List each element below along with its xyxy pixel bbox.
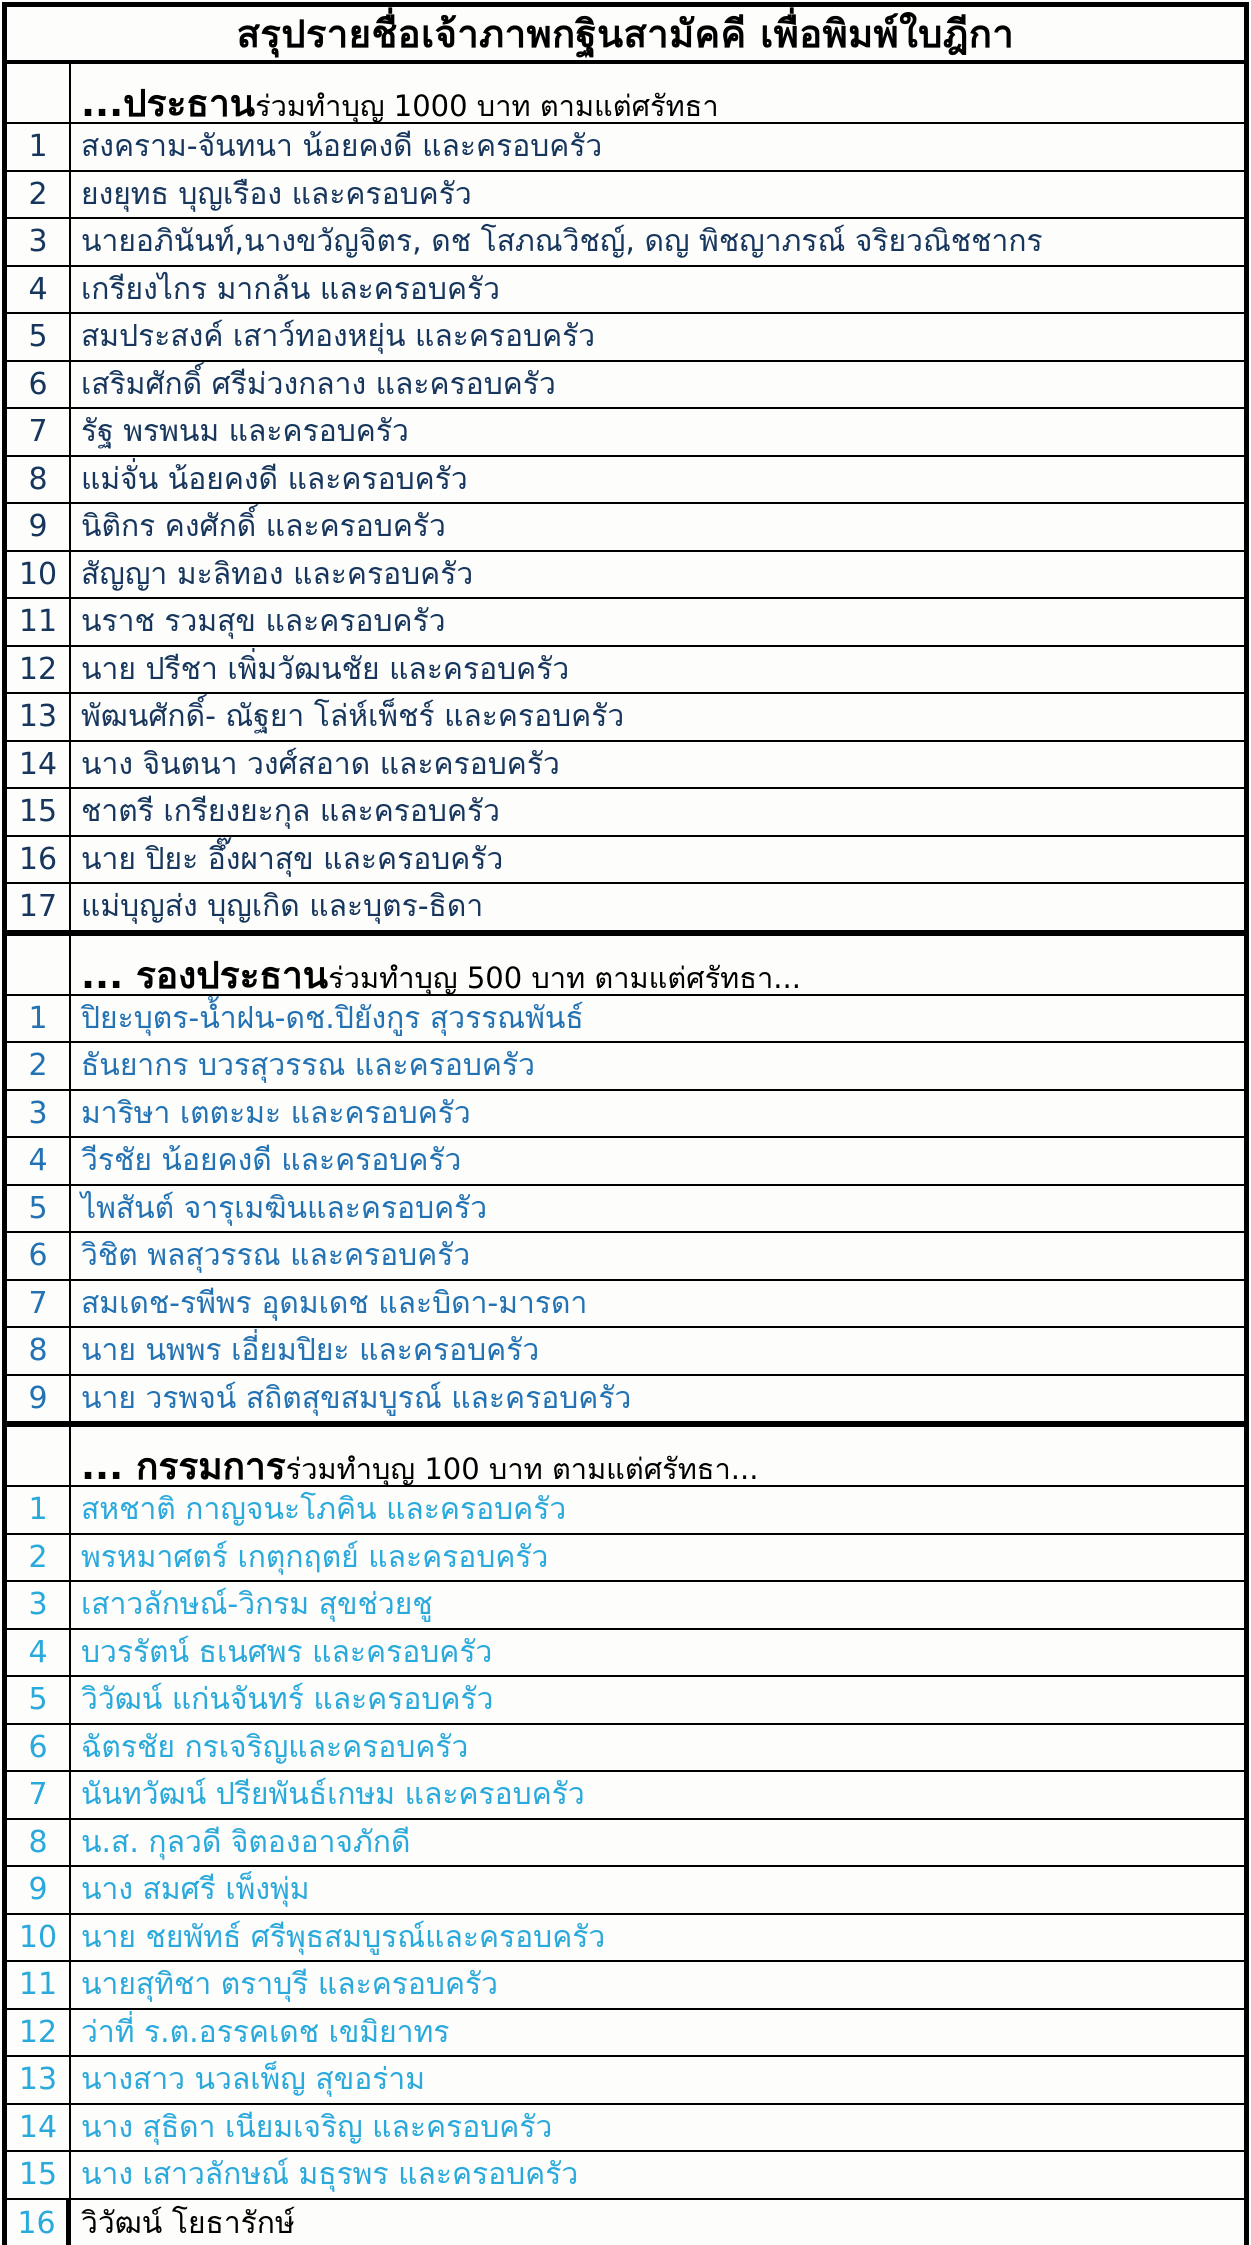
table-row [7,457,1244,505]
row-number: 6 [7,1233,71,1279]
row-number: 9 [7,504,71,550]
donor-name: สมเดช-รพีพร อุดมเดช และบิดา-มารดา [81,1285,588,1321]
donor-name: เสาวลักษณ์-วิกรม สุขช่วยชู [81,1587,433,1623]
donor-name: นราช รวมสุข และครอบครัว [81,604,446,640]
table-row [7,362,1244,410]
table-row [7,837,1244,885]
table-row [7,2152,1244,2200]
table-row [7,504,1244,552]
row-number: 15 [7,789,71,835]
table-row [7,409,1244,457]
donor-name: ธันยากร บวรสุวรรณ และครอบครัว [81,1048,535,1084]
row-number: 8 [7,457,71,503]
table-row [7,1091,1244,1139]
row-number: 6 [7,1725,71,1771]
donor-name: แม่จั่น น้อยคงดี และครอบครัว [81,461,468,497]
donor-name: สหชาติ กาญจนะโภคิน และครอบครัว [81,1492,567,1528]
row-number: 16 [7,2200,71,2245]
row-number: 9 [7,1867,71,1913]
donor-name: พรหมาศตร์ เกตุกฤตย์ และครอบครัว [81,1539,549,1575]
donor-name: ปิยะบุตร-น้ำฝน-ดช.ปิยังกูร สุวรรณพันธ์ [81,1000,584,1036]
table-row [7,1138,1244,1186]
row-number: 4 [7,1138,71,1184]
row-number: 10 [7,552,71,598]
donor-name: นางสาว นวลเพ็ญ สุขอร่าม [81,2062,425,2098]
section-title: ... รองประธาน [81,953,329,994]
row-number: 1 [7,1487,71,1533]
row-number: 2 [7,172,71,218]
row-number: 3 [7,1582,71,1628]
page-title: สรุปรายชื่อเจ้าภาพกฐินสามัคคี เพื่อพิมพ์ใบฎีกา [7,7,1244,64]
donor-name: สัญญา มะลิทอง และครอบครัว [81,556,474,592]
table-row [7,694,1244,742]
donor-name: ยงยุทธ บุญเรือง และครอบครัว [81,176,472,212]
row-number: 6 [7,362,71,408]
table-row [7,599,1244,647]
table-row [7,1376,1244,1424]
table-row [7,1233,1244,1281]
section-header [7,64,1244,124]
table-row [7,1867,1244,1915]
donor-name: นาง จินตนา วงศ์สอาด และครอบครัว [81,746,560,782]
table-row [7,742,1244,790]
section-header-text [71,1427,1244,1485]
table-row [7,647,1244,695]
table-row [7,1328,1244,1376]
section-subtitle: ร่วมทำบุญ 100 บาท ตามแต่ศรัทธา... [285,1452,759,1485]
table-row [7,1772,1244,1820]
header-number-cell [7,1427,71,1485]
donor-name: พัฒนศักดิ์- ณัฐยา โล่ห์เพ็ชร์ และครอบครัว [81,699,625,735]
row-number: 11 [7,1962,71,2008]
donor-name: เสริมศักดิ์ ศรีม่วงกลาง และครอบครัว [81,366,556,402]
donor-name: นาย ปรีชา เพิ่มวัฒนชัย และครอบครัว [81,651,570,687]
donor-name: วิวัฒน์ โยธารักษ์ [81,2205,295,2241]
row-number: 12 [7,647,71,693]
row-number: 3 [7,219,71,265]
table-row [7,219,1244,267]
donor-name: นิติกร คงศักดิ์ และครอบครัว [81,509,446,545]
row-number: 1 [7,996,71,1042]
row-number: 5 [7,314,71,360]
section-title: ...ประธาน [81,82,256,122]
row-number: 7 [7,409,71,455]
section-header [7,936,1244,996]
section-rows [7,1487,1244,2245]
donor-name: แม่บุญส่ง บุญเกิด และบุตร-ธิดา [81,889,484,925]
table-row [7,1535,1244,1583]
donor-name: ชาตรี เกรียงยะกุล และครอบครัว [81,794,500,830]
row-number: 2 [7,1043,71,1089]
donor-name: น.ส. กุลวดี จิตองอาจภักดี [81,1824,411,1860]
row-number: 17 [7,884,71,930]
row-number: 14 [7,2105,71,2151]
donor-name: สงคราม-จันทนา น้อยคงดี และครอบครัว [81,129,603,165]
row-number: 16 [7,837,71,883]
donor-name: รัฐ พรพนม และครอบครัว [81,414,409,450]
row-number: 13 [7,2057,71,2103]
donor-list-table [2,2,1249,2245]
donor-name: นาย ปิยะ อึ๊งผาสุข และครอบครัว [81,841,504,877]
donor-name: สมประสงค์ เสาว์ทองหยุ่น และครอบครัว [81,319,596,355]
table-row [7,172,1244,220]
header-number-cell [7,936,71,994]
table-row [7,1725,1244,1773]
section-subtitle: ร่วมทำบุญ 1000 บาท ตามแต่ศรัทธา [255,89,719,122]
table-row [7,996,1244,1044]
row-number: 2 [7,1535,71,1581]
row-number: 7 [7,1772,71,1818]
header-number-cell [7,64,71,122]
row-number: 10 [7,1915,71,1961]
section-title: ... กรรมการ [81,1445,286,1485]
donor-name: นาง เสาวลักษณ์ มธุรพร และครอบครัว [81,2157,579,2193]
donor-name: นาย ชยพัทธ์ ศรีพุธสมบูรณ์และครอบครัว [81,1919,606,1955]
donor-name: วีรชัย น้อยคงดี และครอบครัว [81,1143,462,1179]
table-row [7,1677,1244,1725]
section-subtitle: ร่วมทำบุญ 500 บาท ตามแต่ศรัทธา... [328,960,801,994]
row-number: 1 [7,124,71,170]
donor-name: บวรรัตน์ ธเนศพร และครอบครัว [81,1634,493,1670]
donor-name: มาริษา เตตะมะ และครอบครัว [81,1095,471,1131]
row-number: 14 [7,742,71,788]
section-header-text [71,64,1244,122]
donor-name: ไพสันต์ จารุเมฆินและครอบครัว [81,1190,488,1226]
table-row [7,552,1244,600]
donor-name: นาง สมศรี เพ็งพุ่ม [81,1872,310,1908]
row-number: 15 [7,2152,71,2198]
row-number: 12 [7,2010,71,2056]
row-number: 11 [7,599,71,645]
table-row [7,1962,1244,2010]
row-number: 4 [7,1630,71,1676]
row-number: 13 [7,694,71,740]
section-header [7,1427,1244,1487]
donor-name: นาย นพพร เอี่ยมปิยะ และครอบครัว [81,1333,540,1369]
donor-name: เกรียงไกร มากล้น และครอบครัว [81,271,500,307]
table-row [7,789,1244,837]
donor-name: นาย วรพจน์ สถิตสุขสมบูรณ์ และครอบครัว [81,1380,632,1416]
table-row [7,2105,1244,2153]
donor-name: วิวัฒน์ แก่นจันทร์ และครอบครัว [81,1682,494,1718]
table-row [7,1582,1244,1630]
donor-name: นันทวัฒน์ ปรียพันธ์เกษม และครอบครัว [81,1777,585,1813]
table-row [7,1186,1244,1234]
section-committee [7,1423,1244,2245]
donor-name: นายสุทิชา ตราบุรี และครอบครัว [81,1967,498,2003]
table-row [7,314,1244,362]
section-header-text [71,936,1244,994]
table-row [7,1281,1244,1329]
table-row [7,884,1244,932]
section-chairman [7,64,1244,932]
donor-name: นาง สุธิดา เนียมเจริญ และครอบครัว [81,2109,553,2145]
donor-name: นายอภินันท์,นางขวัญจิตร, ดช โสภณวิชญ์, ดญ พิชญาภรณ์ จริยวณิชชากร [81,224,1043,260]
table-row [7,1820,1244,1868]
donor-name: ว่าที่ ร.ต.อรรคเดช เขมิยาทร [81,2014,450,2050]
table-row [7,1915,1244,1963]
table-row [7,1630,1244,1678]
table-row [7,2057,1244,2105]
row-number: 5 [7,1186,71,1232]
table-row [7,1487,1244,1535]
row-number: 8 [7,1820,71,1866]
section-rows [7,124,1244,932]
table-row [7,267,1244,315]
donor-name: วิชิต พลสุวรรณ และครอบครัว [81,1238,471,1274]
section-vice-chairman [7,932,1244,1424]
row-number: 5 [7,1677,71,1723]
section-rows [7,996,1244,1424]
donor-name: ฉัตรชัย กรเจริญและครอบครัว [81,1729,469,1765]
row-number: 8 [7,1328,71,1374]
table-row [7,2010,1244,2058]
table-row [7,124,1244,172]
row-number: 9 [7,1376,71,1422]
row-number: 4 [7,267,71,313]
table-row [7,2200,1244,2245]
row-number: 3 [7,1091,71,1137]
row-number: 7 [7,1281,71,1327]
table-row [7,1043,1244,1091]
